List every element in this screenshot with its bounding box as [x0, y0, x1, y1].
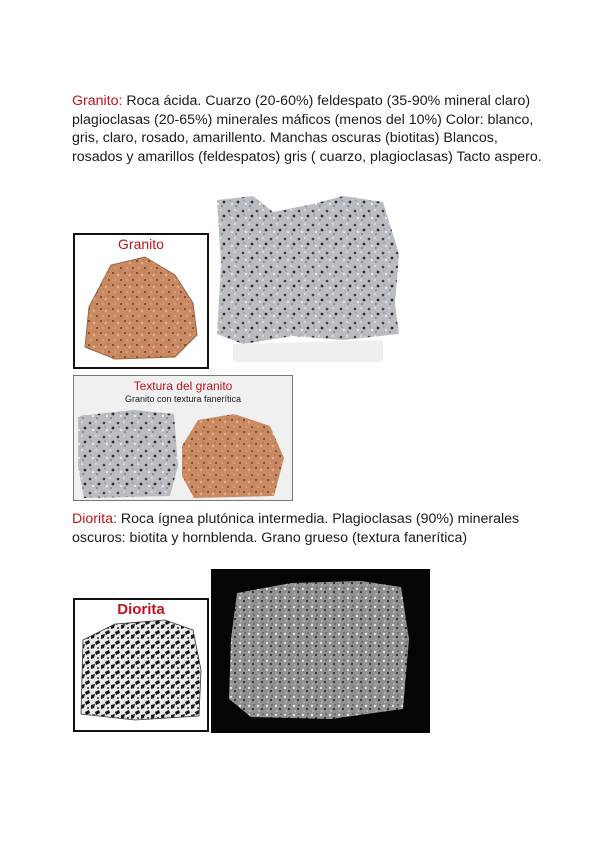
diorita-term: Diorita:: [72, 511, 117, 527]
diorita-dark-rock-photo: [211, 569, 430, 733]
diorita-image-label: Diorita: [117, 601, 165, 618]
textura-title: Textura del granito: [133, 379, 233, 393]
diorita-description: Roca ígnea plutónica intermedia. Plagioclasas (90%) minerales oscuros: biotita y hornblenda. Grano grueso (textura fanerítica): [72, 511, 520, 546]
textura-pink-rock: [182, 414, 284, 498]
textura-granito-image: [73, 375, 293, 501]
textura-rocks-illustration: [74, 406, 292, 500]
granito-grey-rock-photo: [213, 194, 405, 364]
diorita-paragraph: [72, 510, 542, 547]
granito-labelled-image: [73, 233, 209, 369]
diorita-labelled-image: [73, 598, 209, 732]
granito-description: Roca ácida. Cuarzo (20-60%) feldespato (35-90% mineral claro) plagioclasas (20-65%) minerales máficos (menos del 10%) Color: blanco, gris, claro, rosado, amarillento. Manchas oscuras (biotitas) Blancos, rosados y amarillos (feldespatos) gris ( cuarzo, plagioclasas) Tacto aspero.: [72, 93, 542, 165]
granito-paragraph: [72, 92, 542, 166]
granito-pink-rock-image: [75, 235, 207, 367]
textura-subtitle: Granito con textura fanerítica: [124, 394, 242, 404]
granito-image-label: Granito: [118, 236, 164, 252]
diorita-rock-image: [75, 600, 207, 730]
granito-term: Granito:: [72, 93, 123, 109]
textura-grey-rock: [78, 410, 178, 498]
